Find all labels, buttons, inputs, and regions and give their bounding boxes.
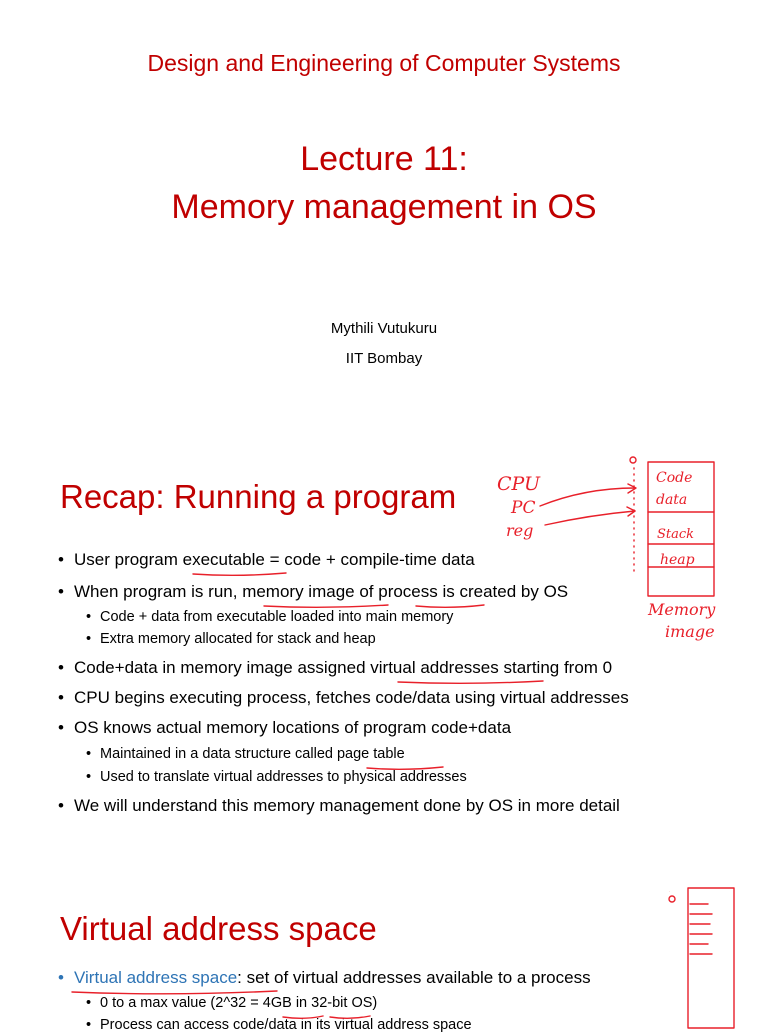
- handwritten-memory: Memory: [648, 600, 716, 619]
- author-name: Mythili Vutukuru: [330, 320, 438, 337]
- bullet-cpu: • CPU begins executing process, fetches code/data using virtual addresses: [58, 688, 629, 707]
- underline-mark: [193, 573, 286, 575]
- underlined-term: executable: [182, 550, 265, 569]
- slide-title: Recap: Running a program: [60, 478, 457, 515]
- sub-bullet: • Code + data from executable loaded into main memory: [86, 609, 454, 625]
- handwritten-zero: 0: [669, 892, 670, 893]
- handwritten-cpu: CPU: [497, 473, 541, 495]
- arrow-icon: [628, 484, 636, 493]
- origin-circle: [669, 896, 675, 902]
- underlined-term: Virtual address space: [74, 968, 238, 987]
- institution: IIT Bombay: [345, 350, 423, 367]
- vas-slide: [0, 880, 768, 1033]
- handwritten-reg: reg: [506, 521, 534, 540]
- bullet-memory-image: • When program is run, memory image of process is created by OS: [58, 582, 569, 601]
- sub-bullet: • Extra memory allocated for stack and heap: [86, 631, 376, 647]
- slide-separator: [0, 432, 768, 440]
- title-slide: [0, 0, 768, 432]
- box-heap: heap: [660, 552, 695, 568]
- arrow-icon: [540, 488, 635, 506]
- lecture-number: Lecture 11:: [300, 140, 468, 178]
- slide-separator: [0, 872, 768, 880]
- underline-mark: [416, 605, 484, 607]
- underline-mark: [398, 681, 543, 683]
- course-title: Design and Engineering of Computer Systems: [147, 50, 621, 76]
- handwritten-pc: PC: [511, 498, 536, 518]
- bullet-executable: • User program executable = code + compile-time data: [58, 550, 475, 569]
- underline-mark: [72, 991, 277, 994]
- bullet-detail: • We will understand this memory management done by OS in more detail: [58, 796, 620, 815]
- box-stack: Stack: [657, 527, 695, 542]
- sub-bullet: • Used to translate virtual addresses to physical addresses: [86, 769, 467, 785]
- underlined-term: process: [378, 582, 443, 601]
- memory-box: [648, 462, 714, 596]
- sub-bullet: • Maintained in a data structure called page table: [86, 746, 405, 762]
- underlined-term: virtual addresses: [370, 658, 499, 677]
- arrow-icon: [545, 511, 635, 525]
- bullet-os-knows: • OS knows actual memory locations of program code+data: [58, 718, 512, 737]
- sub-bullet: • 0 to a max value (2^32 = 4GB in 32-bit OS): [86, 995, 378, 1011]
- arrow-icon: [627, 507, 635, 516]
- handwritten-image: image: [665, 622, 715, 641]
- recap-slide: [0, 440, 768, 872]
- lecture-title: Memory management in OS: [171, 188, 597, 226]
- underlined-term: page table: [336, 746, 405, 762]
- box-code: Code: [656, 470, 693, 486]
- underlined-term: memory image: [242, 582, 355, 601]
- memory-box: [688, 888, 734, 1028]
- origin-circle: [630, 457, 636, 463]
- slide-title: Virtual address space: [60, 910, 377, 947]
- box-data: data: [656, 492, 688, 508]
- bullet-virtual-addresses: • Code+data in memory image assigned virtual addresses starting from 0: [58, 658, 613, 677]
- bullet-vas: • Virtual address space: set of virtual addresses available to a process: [58, 968, 591, 987]
- underline-mark: [264, 605, 388, 607]
- sub-bullet: • Process can access code/data in its virtual address space: [86, 1017, 472, 1033]
